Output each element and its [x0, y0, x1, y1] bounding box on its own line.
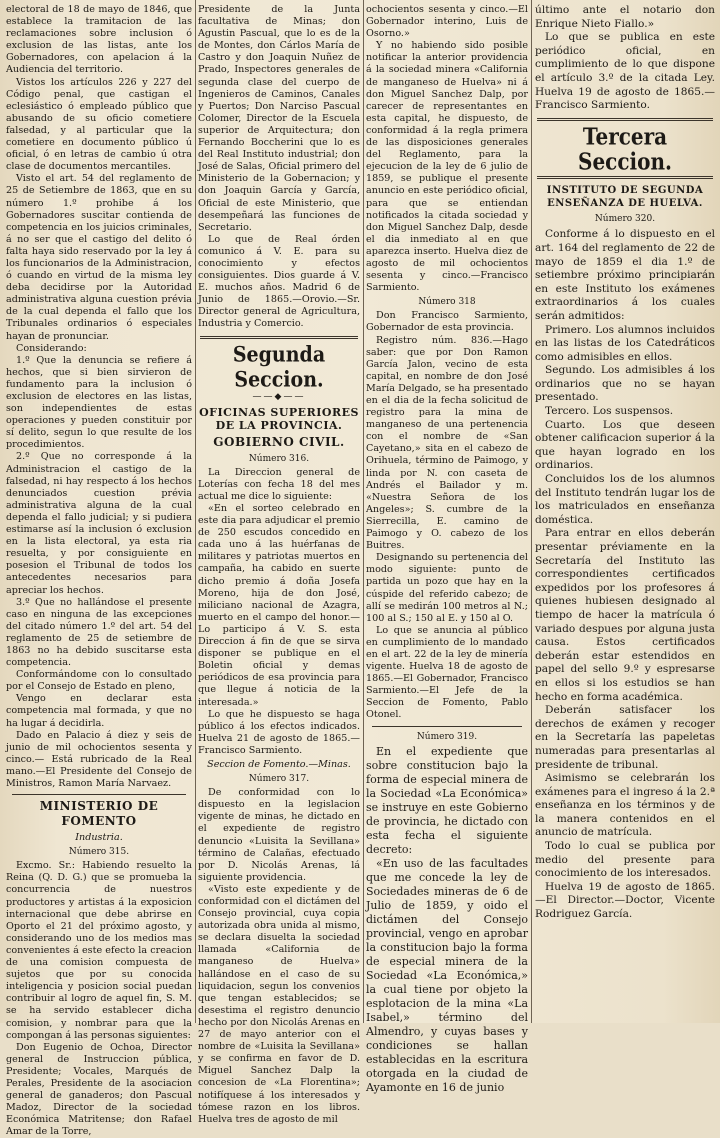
paragraph: Dado en Palacio á diez y seis de junio de mil ochocientos sesenta y cinco.— Está rubricado de la Real mano.—El Presidente del Consejo de Ministros, Ramon María Narvaez. — [6, 729, 192, 789]
paragraph: Don Eugenio de Ochoa, Director general de Instruccion pública, Presidente; Vocales, Marqués de Perales, Presidente de la asociacion general de ganaderos; don Pascual Madoz, Director de la sociedad Económica Matritense; don Rafael Amar de la Torre, — [6, 1041, 192, 1138]
paragraph: Vengo en declarar esta competencia mal formada, y que no ha lugar á decidirla. — [6, 693, 192, 729]
divider — [537, 176, 713, 179]
paragraph: electoral de 18 de mayo de 1846, que establece la tramitacion de las reclamaciones sobre inclusion ó exclusion de las listas, ante los Gobernadores, con apelacion á la Audiencia del territorio. — [6, 4, 192, 76]
paragraph: En el expediente que sobre constitucion bajo la forma de especial minera de la Sociedad «La Económica» se instruye en este Gobierno de provincia, he dictado con esta fecha el siguiente decreto: — [366, 744, 528, 856]
column-3 — [366, 4, 528, 1094]
ministry-heading: MINISTERIO DE FOMENTO — [39, 799, 159, 829]
paragraph: Para entrar en ellos deberán presentar préviamente en la Secretaría del Instituto las correspondientes certificados expedidos por los profesores á quienes hubiesen designado al tiempo de hacer la matrícula ó variado despues por alguna justa causa. Estos certificados deberán estar estendidos en papel del sello 9.º y espresarse en ellos si los estudios se han hecho en forma académica. — [535, 527, 715, 703]
institute-heading: INSTITUTO DE SEGUNDA ENSEÑANZA DE HUELVA. — [546, 184, 704, 209]
paragraph: Considerando: — [16, 342, 87, 354]
paragraph: Tercero. Los suspensos. — [545, 405, 674, 418]
item-number: Número 319. — [416, 731, 478, 742]
paragraph: Visto el art. 54 del reglamento de 25 de Setiembre de 1863, que en su número 1.º prohibe á los Gobernadores suscitar contienda de competencia en los juicios criminales, á no ser que el castigo del delito ó falta haya sido reservado por la ley á los funcionarios de la Administracion, ó cuando en virtud de la misma ley deba decidirse por la Autoridad administrativa alguna cuestion prévia de la cual dependa el fallo que los Tribunales ordinarios ó especiales hayan de pronunciar. — [6, 173, 192, 342]
paragraph: 1.º Que la denuncia se refiere á hechos, que si bien sirvieron de fundamento para la inclusion ó exclusion de electores en las listas, son independientes de estas operaciones y pueden constituir por sí delito, segun lo que resulte de los procedimientos. — [6, 354, 192, 451]
column-rule — [195, 0, 196, 1023]
paragraph: Primero. Los alumnos incluidos en las listas de los Catedráticos como admisibles en ellos. — [535, 323, 715, 363]
topic-heading: Industria. — [75, 832, 123, 844]
paragraph: «En uso de las facultades que me concede la ley de Sociedades mineras de 6 de Julio de 1859, y oido el dictámen del Consejo provincial, vengo en aprobar la constitucion bajo la forma de especial minera de la Sociedad «La Económica,» la cual tiene por objeto la esplotacion de la mina «La Isabel,» término del Almendro, y cuyas bases y condiciones se hallan establecidas en la escritura otorgada en la ciudad de Ayamonte en 16 de junio — [366, 856, 528, 1094]
paragraph: último ante el notario don Enrique Nieto Fiallo.» — [535, 4, 715, 30]
paragraph: 3.º Que no hallándose el presente caso en ninguna de las excepciones del citado número 1.º del art. 54 del reglamento de 25 de setiembre de 1863 no ha debido suscitarse esta competencia. — [6, 596, 192, 669]
offices-heading: OFICINAS SUPERIORES DE LA PROVINCIA. — [199, 405, 359, 432]
paragraph: ochocientos sesenta y cinco.—El Gobernador interino, Luis de Osorno.» — [366, 4, 528, 40]
divider — [200, 336, 358, 339]
paragraph: Lo que he dispuesto se haga público á los efectos indicados. Huelva 21 de agosto de 1865.—Francisco Sarmiento. — [198, 708, 360, 756]
subsection-heading: Seccion de Fomento.—Minas. — [207, 758, 351, 770]
paragraph: Vistos los artículos 226 y 227 del Código penal, que castigan el eclesiástico ó empleado público que abusando de su oficio cometiere falsedad, y al particular que la cometiere en documento público ú oficial, ó en letras de cambio ú otra clase de documentos mercantiles. — [6, 76, 192, 173]
paragraph: Todo lo cual se publica por medio del presente para conocimiento de los interesados. — [535, 840, 715, 880]
paragraph: Lo que se anuncia al público en cumplimiento de lo mandado en el art. 22 de la ley de minería vigente. Huelva 18 de agosto de 1865.—El Gobernador, Francisco Sarmiento.—El Jefe de la Seccion de Fomento, Pablo Otonel. — [366, 624, 528, 721]
paragraph: Conformándome con lo consultado por el Consejo de Estado en pleno, — [6, 669, 192, 693]
government-heading: GOBIERNO CIVIL. — [213, 434, 345, 449]
item-number: Número 318 — [418, 297, 476, 308]
paragraph: Presidente de la Junta facultativa de Minas; don Agustin Pascual, que lo es de la de Montes, don Cárlos María de Castro y don Joaquin Nuñez de Prado, Inspectores generales de segunda clase del cuerpo de Ingenieros de Caminos, Canales y Puertos; Don Narciso Pascual Colomer, Director de la Escuela superior de Arquitectura; don Fernando Boccherini que lo es del Real Instituto industrial; don José de Salas, Oficial primero del Ministerio de la Gobernacion; y don Joaquin García y García, Oficial de este Ministerio, que desempeñará las funciones de Secretario. — [198, 4, 360, 233]
paragraph: «Visto este expediente y de conformidad con el dictámen del Consejo provincial, cuya copia autorizada obra unida al mismo, se declara disuelta la sociedad llamada «California de manganeso de Huelva» hallándose en el caso de su liquidacion, segun los convenios que tengan establecidos; se desestima el registro denuncio hecho por don Nicolás Arenas en 27 de mayo anterior con el nombre de «Luisita la Sevillana» y se confirma en favor de D. Miguel Sanchez Dalp la concesion de «La Florentina»; notifíquese á los interesados y tómese razon en los libros. Huelva tres de agosto de mil — [198, 883, 360, 1125]
paragraph: Lo que se publica en este periódico oficial, en cumplimiento de lo que dispone el artículo 3.º de la citada Ley. Huelva 19 de agosto de 1865.—Francisco Sarmiento. — [535, 31, 715, 112]
paragraph: Y no habiendo sido posible notificar la anterior providencia á la sociedad minera «California de manganeso de Huelva» ni á don Miguel Sanchez Dalp, por carecer de representantes en esta capital, he dispuesto, de conformidad á la regla primera de las disposiciones generales del Reglamento, para la ejecucion de la ley de 6 julio de 1859, se publique el presente anuncio en este periódico oficial, para que se entiendan notificados la citada sociedad y don Miguel Sanchez Dalp, desde el dia inmediato al en que aparezca inserto. Huelva diez de agosto de mil ochocientos sesenta y cinco.—Francisco Sarmiento. — [366, 40, 528, 294]
paragraph: De conformidad con lo dispuesto en la legislacion vigente de minas, he dictado en el expediente de registro denuncio «Luisita la Sevillana» término de Calañas, efectuado por D. Nicolás Arenas, lá siguiente providencia. — [198, 787, 360, 883]
paragraph: Lo que de Real órden comunico á V. E. para su conocimiento y efectos consiguientes. Dios guarde á V. E. muchos años. Madrid 6 de Junio de 1865.—Orovio.—Sr. Director general de Agricultura, Industria y Comercio. — [198, 233, 360, 330]
item-number: Número 317. — [248, 774, 310, 785]
paragraph: Deberán satisfacer los derechos de exámen y recoger en la Secretaría las papeletas numeradas para presentarlas al presidente de tribunal. — [535, 704, 715, 771]
paragraph: Don Francisco Sarmiento, Gobernador de esta provincia. — [366, 310, 528, 334]
paragraph: Segundo. Los admisibles á los ordinarios que no se hayan presentado. — [535, 364, 715, 404]
column-1 — [6, 4, 192, 1138]
paragraph: La Direccion general de Loterías con fecha 18 del mes actual me dice lo siguiente: — [198, 466, 360, 502]
column-2 — [198, 4, 360, 1125]
paragraph: Registro núm. 836.—Hago saber: que por Don Ramon García Jalon, vecino de esta capital, en nombre de don José María Delgado, se ha presentado en el dia de la fecha solicitud de registro para la mina de manganeso de una pertenencia con el nombre de «San Cayetano,» sita en el cabezo de Orihuela, término de Paimogo, y linda por N. con caseta de Andrés el Bailador y m. «Nuestra Señora de los Angeles»; S. cumbre de la Sierrecilla, E. camino de Paimogo y O. cabezo de los Buitres. — [366, 334, 528, 552]
paragraph: 2.º Que no corresponde á la Administracion el castigo de la falsedad, ni hay respecto á los hechos denunciados cuestion prévia administrativa alguna de la cual dependa el fallo judicial; y si pudiera estimarse así la inclusion ó exclusion en la lista electoral, ya esta ria resuelta, y por consiguiente en posesion el Tribunal de todos los antecedentes necesarios para apreciar los hechos. — [6, 451, 192, 596]
item-number: Número 316. — [248, 453, 310, 464]
paragraph: Conforme á lo dispuesto en el art. 164 del reglamento de 22 de mayo de 1859 el dia 1.º de setiembre próximo principiarán en este Instituto los exámenes extraordinarios á los cuales serán admitidos: — [535, 228, 715, 322]
item-number: Número 320. — [594, 213, 656, 224]
divider — [12, 794, 186, 795]
paragraph: Concluidos los de los alumnos del Instituto tendrán lugar los de los matriculados en enseñanza doméstica. — [535, 473, 715, 526]
ornament-divider: ——◆—— — [252, 391, 306, 402]
paragraph: Cuarto. Los que deseen obtener calificacion superior á la que hayan logrado en los ordinarios. — [535, 418, 715, 472]
paragraph: Designando su pertenencia del modo siguiente: punto de partida un pozo que hay en la cúspide del referido cabezo; de allí se medirán 100 metros al N.; 100 al S.; 150 al E. y 150 al O. — [366, 552, 528, 624]
paragraph: Excmo. Sr.: Habiendo resuelto la Reina (Q. D. G.) que se promueba la concurrencia de nuestros productores y artistas á la exposicion internacional que debe abrirse en Oporto el 21 del próximo agosto, y considerando uno de los medios mas convenientes á este efecto la creacion de una comision compuesta de sujetos que por su conocida inteligencia y posicion social puedan contribuir al logro de aquel fin, S. M. se ha servido establecer dicha comision, y nombrar para que la compongan á las personas siguientes: — [6, 860, 192, 1041]
section-heading: Segunda Seccion. — [232, 341, 326, 392]
column-rule — [363, 0, 364, 1023]
divider — [372, 726, 522, 727]
paragraph: «En el sorteo celebrado en este dia para adjudicar el premio de 250 escudos concedido en cada uno á las huérfanas de militares y patriotas muertos en campaña, ha cabido en suerte dicho premio á doña Josefa Moreno, hija de don José, miliciano nacional de Azagra, muerto en el campo del honor.— Lo participo á V. S. esta Direccion á fin de que se sirva disponer se publique en el Boletin oficial y demas periódicos de esa provincia para que llegue á noticia de la interesada.» — [198, 503, 360, 708]
divider — [537, 118, 713, 121]
item-number: Número 315. — [68, 847, 130, 858]
column-rule — [531, 0, 532, 1023]
section-heading: Tercera Seccion. — [578, 122, 672, 176]
paragraph: Asimismo se celebrarán los exámenes para el ingreso á la 2.ª enseñanza en los términos y de la manera contenidos en el anuncio de matrícula. — [535, 772, 715, 839]
column-4 — [535, 4, 715, 1016]
paragraph: Huelva 19 de agosto de 1865.—El Director.—Doctor, Vicente Rodriguez García. — [535, 880, 715, 921]
